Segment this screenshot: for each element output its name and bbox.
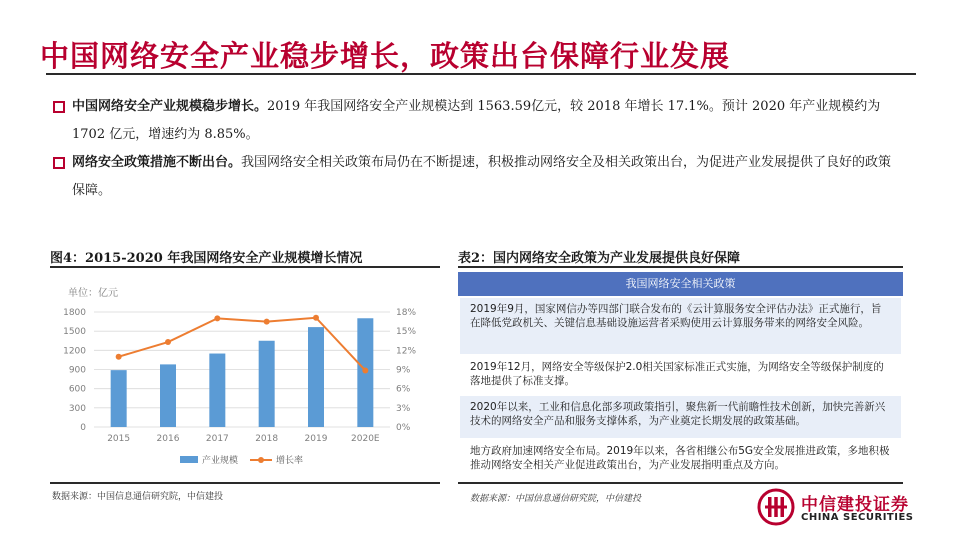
square-bullet-icon xyxy=(53,157,65,169)
table-caption-divider xyxy=(458,266,903,268)
square-bullet-icon xyxy=(53,101,65,113)
figure-bottom-divider xyxy=(50,482,440,484)
chart-x-tick-label: 2020E xyxy=(351,434,380,444)
chart-line-point xyxy=(116,354,122,360)
table-row: 2019年12月，网络安全等级保护2.0相关国家标准正式实施，为网络安全等级保护制度的落地提供了标准支撑。 xyxy=(460,356,901,394)
table-row: 2020年以来，工业和信息化部多项政策指引，聚焦新一代前瞻性技术创新，加快完善新兴技术的网络安全产品和服务支撑体系，为产业奠定长期发展的政策基础。 xyxy=(460,396,901,438)
chart-unit-label: 单位：亿元 xyxy=(68,288,118,299)
chart-bar xyxy=(308,327,324,427)
logo-name-en: CHINA SECURITIES xyxy=(801,512,914,523)
table-row: 地方政府加速网络安全布局。2019年以来，各省相继公布5G安全发展推进政策，多地积极推动网络安全相关产业促进政策出台，为产业发展指明重点及方向。 xyxy=(460,440,901,480)
chart-bar xyxy=(209,354,225,427)
industry-scale-chart xyxy=(50,272,440,477)
chart-right-tick-label: 6% xyxy=(396,384,411,395)
bullet-item-policy xyxy=(50,149,900,205)
figure-caption: 图4：2015-2020 年我国网络安全产业规模增长情况 xyxy=(50,251,363,266)
chart-bar xyxy=(111,370,127,427)
chart-bar xyxy=(160,364,176,427)
table-bottom-divider xyxy=(458,482,903,484)
chart-x-tick-label: 2015 xyxy=(107,434,131,444)
chart-right-tick-label: 12% xyxy=(396,346,417,357)
chart-left-tick-label: 1800 xyxy=(63,308,86,318)
chart-legend-bar-label: 产业规模 xyxy=(202,456,239,466)
table-caption: 表2：国内网络安全政策为产业发展提供良好保障 xyxy=(458,251,741,266)
table-header: 我国网络安全相关政策 xyxy=(458,272,903,296)
chart-right-tick-label: 0% xyxy=(396,423,411,433)
figure-source: 数据来源：中国信息通信研究院，中信建投 xyxy=(52,492,224,502)
chart-right-tick-label: 15% xyxy=(396,327,417,338)
bullet-item-industry-scale xyxy=(50,93,900,149)
chart-right-tick-label: 18% xyxy=(396,308,417,318)
company-logo xyxy=(757,488,927,530)
chart-legend-line-marker xyxy=(258,457,264,463)
chart-line-point xyxy=(165,339,171,345)
chart-left-tick-label: 600 xyxy=(68,384,86,395)
chart-left-tick-label: 900 xyxy=(68,365,86,376)
page-title: 中国网络安全产业稳步增长，政策出台保障行业发展 xyxy=(40,39,731,73)
chart-line-point xyxy=(313,315,319,321)
figure-caption-divider xyxy=(50,266,440,268)
chart-line-point xyxy=(362,367,368,373)
chart-x-tick-label: 2016 xyxy=(156,434,180,444)
bullet-lead: 网络安全政策措施不断出台。 xyxy=(72,155,242,170)
chart-legend-line-label: 增长率 xyxy=(276,456,304,466)
chart-right-tick-label: 9% xyxy=(396,365,411,376)
chart-x-tick-label: 2017 xyxy=(205,434,229,444)
title-divider xyxy=(46,73,916,75)
chart-x-tick-label: 2019 xyxy=(304,434,328,444)
bullet-text: 我国网络安全相关政策布局仍在不断提速，积极推动网络安全及相关政策出台，为促进产业发展提供了良好的政策保障。 xyxy=(72,155,892,198)
logo-name-cn: 中信建投证券 xyxy=(801,495,909,515)
chart-line-point xyxy=(214,315,220,321)
chart-legend-bar-swatch xyxy=(180,456,198,463)
chart-x-tick-label: 2018 xyxy=(255,434,279,444)
chart-bar xyxy=(259,341,275,427)
chart-left-tick-label: 300 xyxy=(68,403,86,414)
table-row: 2019年9月，国家网信办等四部门联合发布的《云计算服务安全评估办法》正式施行，旨在降低党政机关、关键信息基础设施运营者采购使用云计算服务带来的网络安全风险。 xyxy=(460,298,901,354)
bullet-text: 2019 年我国网络安全产业规模达到 1563.59亿元，较 2018 年增长 17.1%。预计 2020 年产业规模约为 1702 亿元，增速约为 8.85%。 xyxy=(72,99,881,142)
chart-left-tick-label: 1200 xyxy=(63,346,86,357)
bullet-lead: 中国网络安全产业规模稳步增长。 xyxy=(72,99,268,114)
chart-left-tick-label: 0 xyxy=(80,423,86,433)
table-source: 数据来源：中国信息通信研究院，中信建投 xyxy=(470,494,642,504)
chart-left-tick-label: 1500 xyxy=(63,327,86,338)
china-securities-logo-icon xyxy=(757,488,795,526)
bullet-list xyxy=(50,93,900,205)
chart-line-point xyxy=(264,319,270,325)
chart-right-tick-label: 3% xyxy=(396,403,411,414)
chart-growth-line xyxy=(119,318,366,371)
